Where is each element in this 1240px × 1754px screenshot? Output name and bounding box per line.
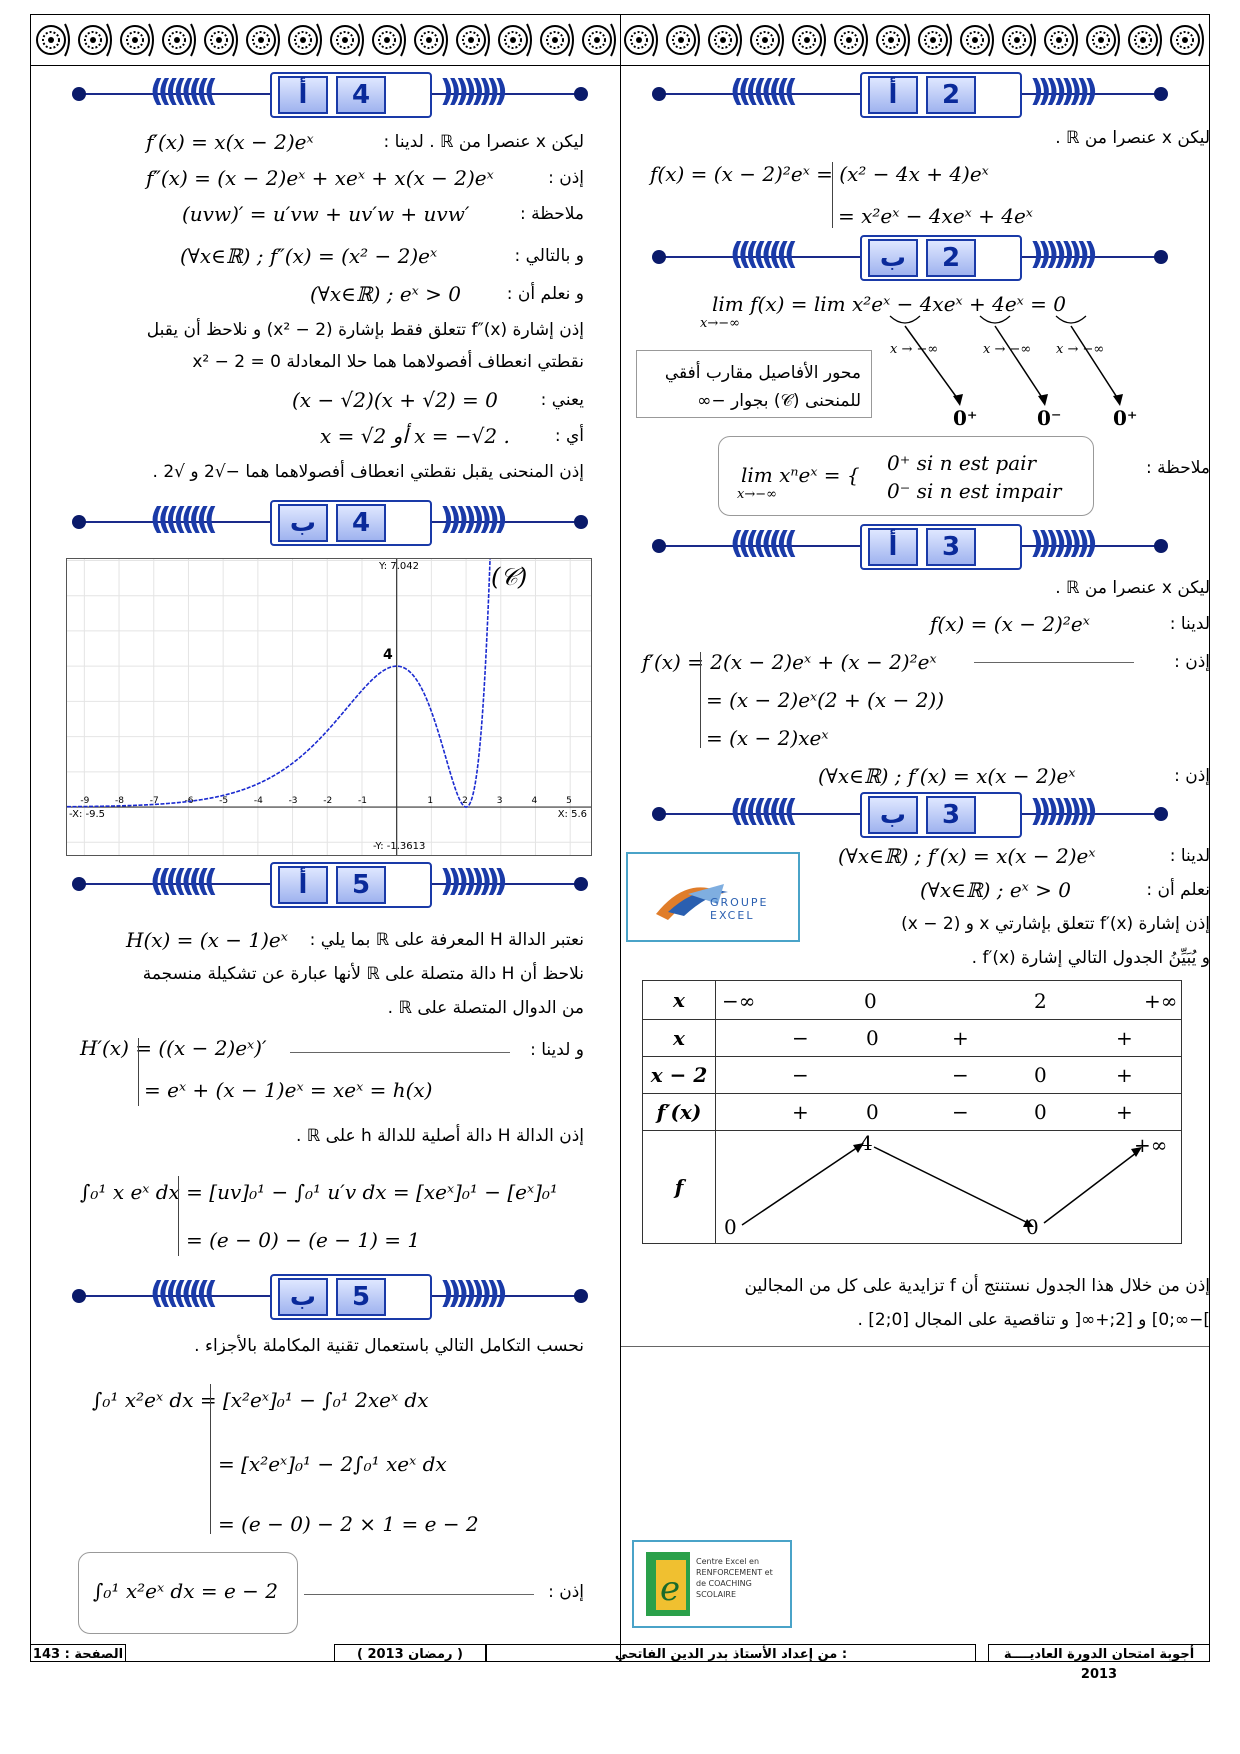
banner-letter: أ bbox=[868, 528, 918, 566]
section-banner-5b: (((((((( ب 5 )))))))) bbox=[70, 1274, 590, 1318]
limit-subscript: x→−∞ bbox=[700, 316, 740, 331]
f-value: 0 bbox=[1026, 1215, 1039, 1239]
equation-bar bbox=[138, 1038, 139, 1106]
function-curve bbox=[67, 559, 490, 807]
equation-bar bbox=[178, 1176, 179, 1256]
x-tick-label: 4 bbox=[531, 796, 538, 807]
banner-number: 3 bbox=[926, 796, 976, 834]
page-number: الصفحة : 143 bbox=[30, 1644, 126, 1662]
equation: f′(x) = x(x − 2)eˣ bbox=[146, 130, 314, 154]
equation: f′(x) = 2(x − 2)eˣ + (x − 2)²eˣ bbox=[642, 650, 937, 674]
x-tick-label: -9 bbox=[80, 796, 90, 807]
equation: = [x²eˣ]₀¹ − 2∫₀¹ xeˣ dx bbox=[218, 1452, 447, 1476]
text-line: إذن إشارة f′(x) تتعلق بإشارتي x و (x − 2) bbox=[901, 914, 1210, 934]
banner-letter: أ bbox=[868, 76, 918, 114]
banner-number: 3 bbox=[926, 528, 976, 566]
sign: + bbox=[1116, 1026, 1133, 1050]
note-box: lim xⁿeˣ = { x→−∞ 0⁺ si n est pair 0⁻ si n est impair bbox=[718, 436, 1094, 516]
equation: = (x − 2)eˣ(2 + (x − 2)) bbox=[706, 688, 945, 712]
limit-value: 0⁺ bbox=[953, 406, 978, 430]
footer-date: ( رمضان 2013 ) bbox=[334, 1644, 486, 1662]
y-top-label: Y: 7.042 bbox=[379, 561, 419, 572]
excel-logo bbox=[626, 852, 800, 942]
text-line: نحسب التكامل التالي باستعمال تقنية المكاملة بالأجزاء . bbox=[194, 1336, 584, 1356]
equation: = eˣ + (x − 1)eˣ = xeˣ = h(x) bbox=[144, 1078, 433, 1102]
footer-title: أجوبة امتحان الدورة العاديــــة 2013 bbox=[988, 1644, 1210, 1662]
banner-letter: ب bbox=[278, 1278, 328, 1316]
x-tick-label: 2 bbox=[462, 796, 468, 807]
sign: + bbox=[1116, 1063, 1133, 1087]
text-label: لدينا : bbox=[1169, 614, 1210, 634]
integral-equation: ∫₀¹ x eˣ dx = [uv]₀¹ − ∫₀¹ u′v dx = [xeˣ]₀¹ − [eˣ]₀¹ bbox=[80, 1180, 558, 1204]
table-header: f′(x) bbox=[643, 1094, 716, 1131]
text-label: إذن : bbox=[548, 168, 584, 188]
centre-logo-text: Centre Excel en RENFORCEMENT et de COACHING SCOLAIRE bbox=[696, 1557, 773, 1599]
x-tick-label: -7 bbox=[149, 796, 159, 807]
text-label: إذن : bbox=[548, 1582, 584, 1602]
sign: + bbox=[952, 1026, 969, 1050]
equation: = (e − 0) − 2 × 1 = e − 2 bbox=[218, 1512, 479, 1536]
x-right-label: X: 5.6 bbox=[557, 809, 587, 820]
table-header: x bbox=[643, 1020, 716, 1057]
page-footer bbox=[30, 1644, 1210, 1682]
section-banner-3a: (((((((( أ 3 )))))))) bbox=[650, 524, 1170, 568]
table-row bbox=[716, 1057, 1182, 1094]
sign: 0 bbox=[1034, 1063, 1047, 1087]
banner-number: 5 bbox=[336, 866, 386, 904]
dotted-line bbox=[304, 1594, 534, 1595]
text-label: و نعلم أن : bbox=[506, 284, 584, 304]
equation: (∀x∈ℝ) ; f′(x) = x(x − 2)eˣ bbox=[838, 844, 1096, 868]
arrow-label: x → −∞ bbox=[983, 342, 1032, 357]
equation: (uvw)′ = u′vw + uv′w + uvw′ bbox=[182, 202, 470, 226]
equation: (∀x∈ℝ) ; eˣ > 0 bbox=[920, 878, 1071, 902]
banner-letter: ب bbox=[868, 796, 918, 834]
x-value: 2 bbox=[1034, 989, 1047, 1013]
result-equation: ∫₀¹ x²eˣ dx = e − 2 bbox=[93, 1579, 278, 1603]
text-line: ليكن x عنصرا من ℝ . bbox=[1055, 128, 1210, 148]
equation: (∀x∈ℝ) ; f″(x) = (x² − 2)eˣ bbox=[180, 244, 438, 268]
text-line: ليكن x عنصرا من ℝ . bbox=[1055, 578, 1210, 598]
text-label: و بالتالي : bbox=[514, 246, 584, 266]
banner-number: 2 bbox=[926, 76, 976, 114]
text-line: و يُبَيِّنُ الجدول التالي إشارة f′(x) . bbox=[971, 948, 1210, 968]
graph-canvas bbox=[67, 559, 591, 855]
equation: x = √2 أو x = −√2 . bbox=[320, 424, 510, 448]
text-line: ]−∞;0] و [2;+∞[ و تناقصية على المجال [0;2] . bbox=[857, 1310, 1210, 1330]
y-bottom-label: -Y: -1.3613 bbox=[373, 841, 426, 852]
sign: − bbox=[952, 1063, 969, 1087]
equation: f(x) = (x − 2)²eˣ = (x² − 4x + 4)eˣ bbox=[650, 162, 989, 186]
text-line: إذن إشارة f″(x) تتعلق فقط بإشارة (x² − 2) و نلاحظ أن يقبل bbox=[146, 320, 584, 340]
note-case-impair: 0⁻ si n est impair bbox=[887, 479, 1062, 503]
y-four-label: 4 bbox=[383, 647, 393, 663]
text-label: يعني : bbox=[540, 390, 584, 410]
x-value: +∞ bbox=[1144, 989, 1178, 1013]
equation: f″(x) = (x − 2)eˣ + xeˣ + x(x − 2)eˣ bbox=[146, 166, 494, 190]
sign: − bbox=[792, 1063, 809, 1087]
note-label: ملاحظة : bbox=[1146, 458, 1210, 478]
banner-number: 5 bbox=[336, 1278, 386, 1316]
sign: − bbox=[952, 1100, 969, 1124]
equation: = x²eˣ − 4xeˣ + 4eˣ bbox=[838, 204, 1033, 228]
arrow-label: x → −∞ bbox=[1056, 342, 1105, 357]
dotted-line bbox=[290, 1052, 510, 1053]
equation: (∀x∈ℝ) ; f′(x) = x(x − 2)eˣ bbox=[818, 764, 1076, 788]
equation: H′(x) = ((x − 2)eˣ)′ bbox=[80, 1036, 267, 1060]
equation-bar bbox=[210, 1384, 211, 1534]
banner-letter: ب bbox=[868, 239, 918, 277]
text-label: لدينا : bbox=[1169, 846, 1210, 866]
table-header: x − 2 bbox=[643, 1057, 716, 1094]
limit-value: 0⁺ bbox=[1113, 406, 1138, 430]
text-label: أي : bbox=[554, 426, 584, 446]
section-banner-2a: (((((((( أ 2 )))))))) bbox=[650, 72, 1170, 116]
variation-arrows bbox=[716, 1131, 1176, 1243]
table-row bbox=[716, 1094, 1182, 1131]
integral-equation: ∫₀¹ x²eˣ dx = [x²eˣ]₀¹ − ∫₀¹ 2xeˣ dx bbox=[92, 1388, 429, 1412]
section-banner-4b: (((((((( ب 4 )))))))) bbox=[70, 500, 590, 544]
sign: 0 bbox=[866, 1100, 879, 1124]
x-tick-label: 3 bbox=[496, 796, 503, 807]
banner-letter: أ bbox=[278, 76, 328, 114]
excel-logo-text: GROUPE EXCEL bbox=[710, 896, 769, 922]
x-tick-label: -6 bbox=[184, 796, 194, 807]
x-tick-label: 1 bbox=[427, 796, 434, 807]
text-label: و لدينا : bbox=[530, 1040, 584, 1060]
variation-table bbox=[642, 980, 1182, 1244]
section-banner-5a: (((((((( أ 5 )))))))) bbox=[70, 862, 590, 906]
x-tick-label: -2 bbox=[323, 796, 333, 807]
x-value: −∞ bbox=[722, 989, 756, 1013]
equation: (∀x∈ℝ) ; eˣ > 0 bbox=[310, 282, 461, 306]
banner-letter: ب bbox=[278, 504, 328, 542]
x-tick-label: -3 bbox=[288, 796, 298, 807]
banner-number: 2 bbox=[926, 239, 976, 277]
x-tick-label: -1 bbox=[357, 796, 367, 807]
equation: = (e − 0) − (e − 1) = 1 bbox=[186, 1228, 421, 1252]
text-line: من الدوال المتصلة على ℝ . bbox=[387, 998, 584, 1018]
table-header: x bbox=[643, 981, 716, 1020]
equation: (x − √2)(x + √2) = 0 bbox=[292, 388, 498, 412]
limit-equation: lim f(x) = lim x²eˣ − 4xeˣ + 4eˣ = 0 bbox=[712, 292, 1066, 316]
text-line: نلاحظ أن H دالة متصلة على ℝ لأنها عبارة عن تشكيلة منسجمة bbox=[142, 964, 584, 984]
sign: − bbox=[792, 1026, 809, 1050]
table-row bbox=[716, 1020, 1182, 1057]
sign: + bbox=[1116, 1100, 1133, 1124]
text-line: إذن المنحنى يقبل نقطتي انعطاف أفصولاهما هما −√2 و √2 . bbox=[152, 462, 584, 482]
f-value: 4 bbox=[860, 1131, 873, 1155]
note-case-pair: 0⁺ si n est pair bbox=[887, 451, 1037, 475]
equation: H(x) = (x − 1)eˣ bbox=[126, 928, 288, 952]
dotted-line bbox=[974, 662, 1134, 663]
text-line: إذن من خلال هذا الجدول نستنتج أن f تزايدية على كل من المجالين bbox=[744, 1276, 1210, 1296]
text-label: ملاحظة : bbox=[520, 204, 584, 224]
equation-bar bbox=[832, 162, 833, 228]
separator-line bbox=[621, 1346, 1209, 1347]
text-line: ليكن x عنصرا من ℝ . لدينا : bbox=[383, 132, 584, 152]
curve-label: (𝒞) bbox=[491, 563, 528, 591]
table-header: f bbox=[643, 1131, 716, 1244]
x-tick-label: 5 bbox=[566, 796, 572, 807]
sign: 0 bbox=[866, 1026, 879, 1050]
x-value: 0 bbox=[864, 989, 877, 1013]
column-divider bbox=[620, 14, 621, 1662]
text-label: إذن : bbox=[1174, 766, 1210, 786]
footer-author: من إعداد الأستاذ بدر الدين الفاتحي : bbox=[486, 1644, 976, 1662]
equation-bar bbox=[700, 652, 701, 748]
text-line: نقطتي انعطاف أفصولاهما هما حلا المعادلة x² − 2 = 0 bbox=[192, 352, 584, 372]
x-tick-label: -8 bbox=[115, 796, 125, 807]
text-label: نعلم أن : bbox=[1146, 880, 1210, 900]
equation: f(x) = (x − 2)²eˣ bbox=[930, 612, 1090, 636]
text-line: نعتبر الدالة H المعرفة على ℝ بما يلي : bbox=[309, 930, 584, 950]
arrow-label: x → −∞ bbox=[890, 342, 939, 357]
limit-value: 0⁻ bbox=[1037, 406, 1062, 430]
x-tick-label: -5 bbox=[219, 796, 229, 807]
sign: 0 bbox=[1034, 1100, 1047, 1124]
sign: + bbox=[792, 1100, 809, 1124]
text-label: إذن : bbox=[1174, 652, 1210, 672]
table-row-variation bbox=[716, 1131, 1182, 1244]
section-banner-4a: (((((((( أ 4 )))))))) bbox=[70, 72, 590, 116]
centre-logo bbox=[632, 1540, 792, 1628]
svg-text:e: e bbox=[660, 1569, 681, 1609]
result-box bbox=[78, 1552, 298, 1634]
function-graph bbox=[66, 558, 592, 856]
table-x-row bbox=[716, 981, 1182, 1020]
banner-number: 4 bbox=[336, 504, 386, 542]
text-line: إذن الدالة H دالة أصلية للدالة h على ℝ . bbox=[295, 1126, 584, 1146]
x-left-label: -X: -9.5 bbox=[69, 809, 106, 820]
f-value: 0 bbox=[724, 1215, 737, 1239]
x-tick-label: -4 bbox=[253, 796, 263, 807]
banner-number: 4 bbox=[336, 76, 386, 114]
section-banner-3b: (((((((( ب 3 )))))))) bbox=[650, 792, 1170, 836]
equation: = (x − 2)xeˣ bbox=[706, 726, 829, 750]
banner-letter: أ bbox=[278, 866, 328, 904]
section-banner-2b: (((((((( ب 2 )))))))) bbox=[650, 235, 1170, 279]
asymptote-box bbox=[636, 350, 872, 418]
asymptote-text: محور الأفاصيل مقارب أفقي للمنحنى (𝒞) بجوار −∞ bbox=[664, 363, 861, 411]
f-value: +∞ bbox=[1134, 1133, 1168, 1157]
